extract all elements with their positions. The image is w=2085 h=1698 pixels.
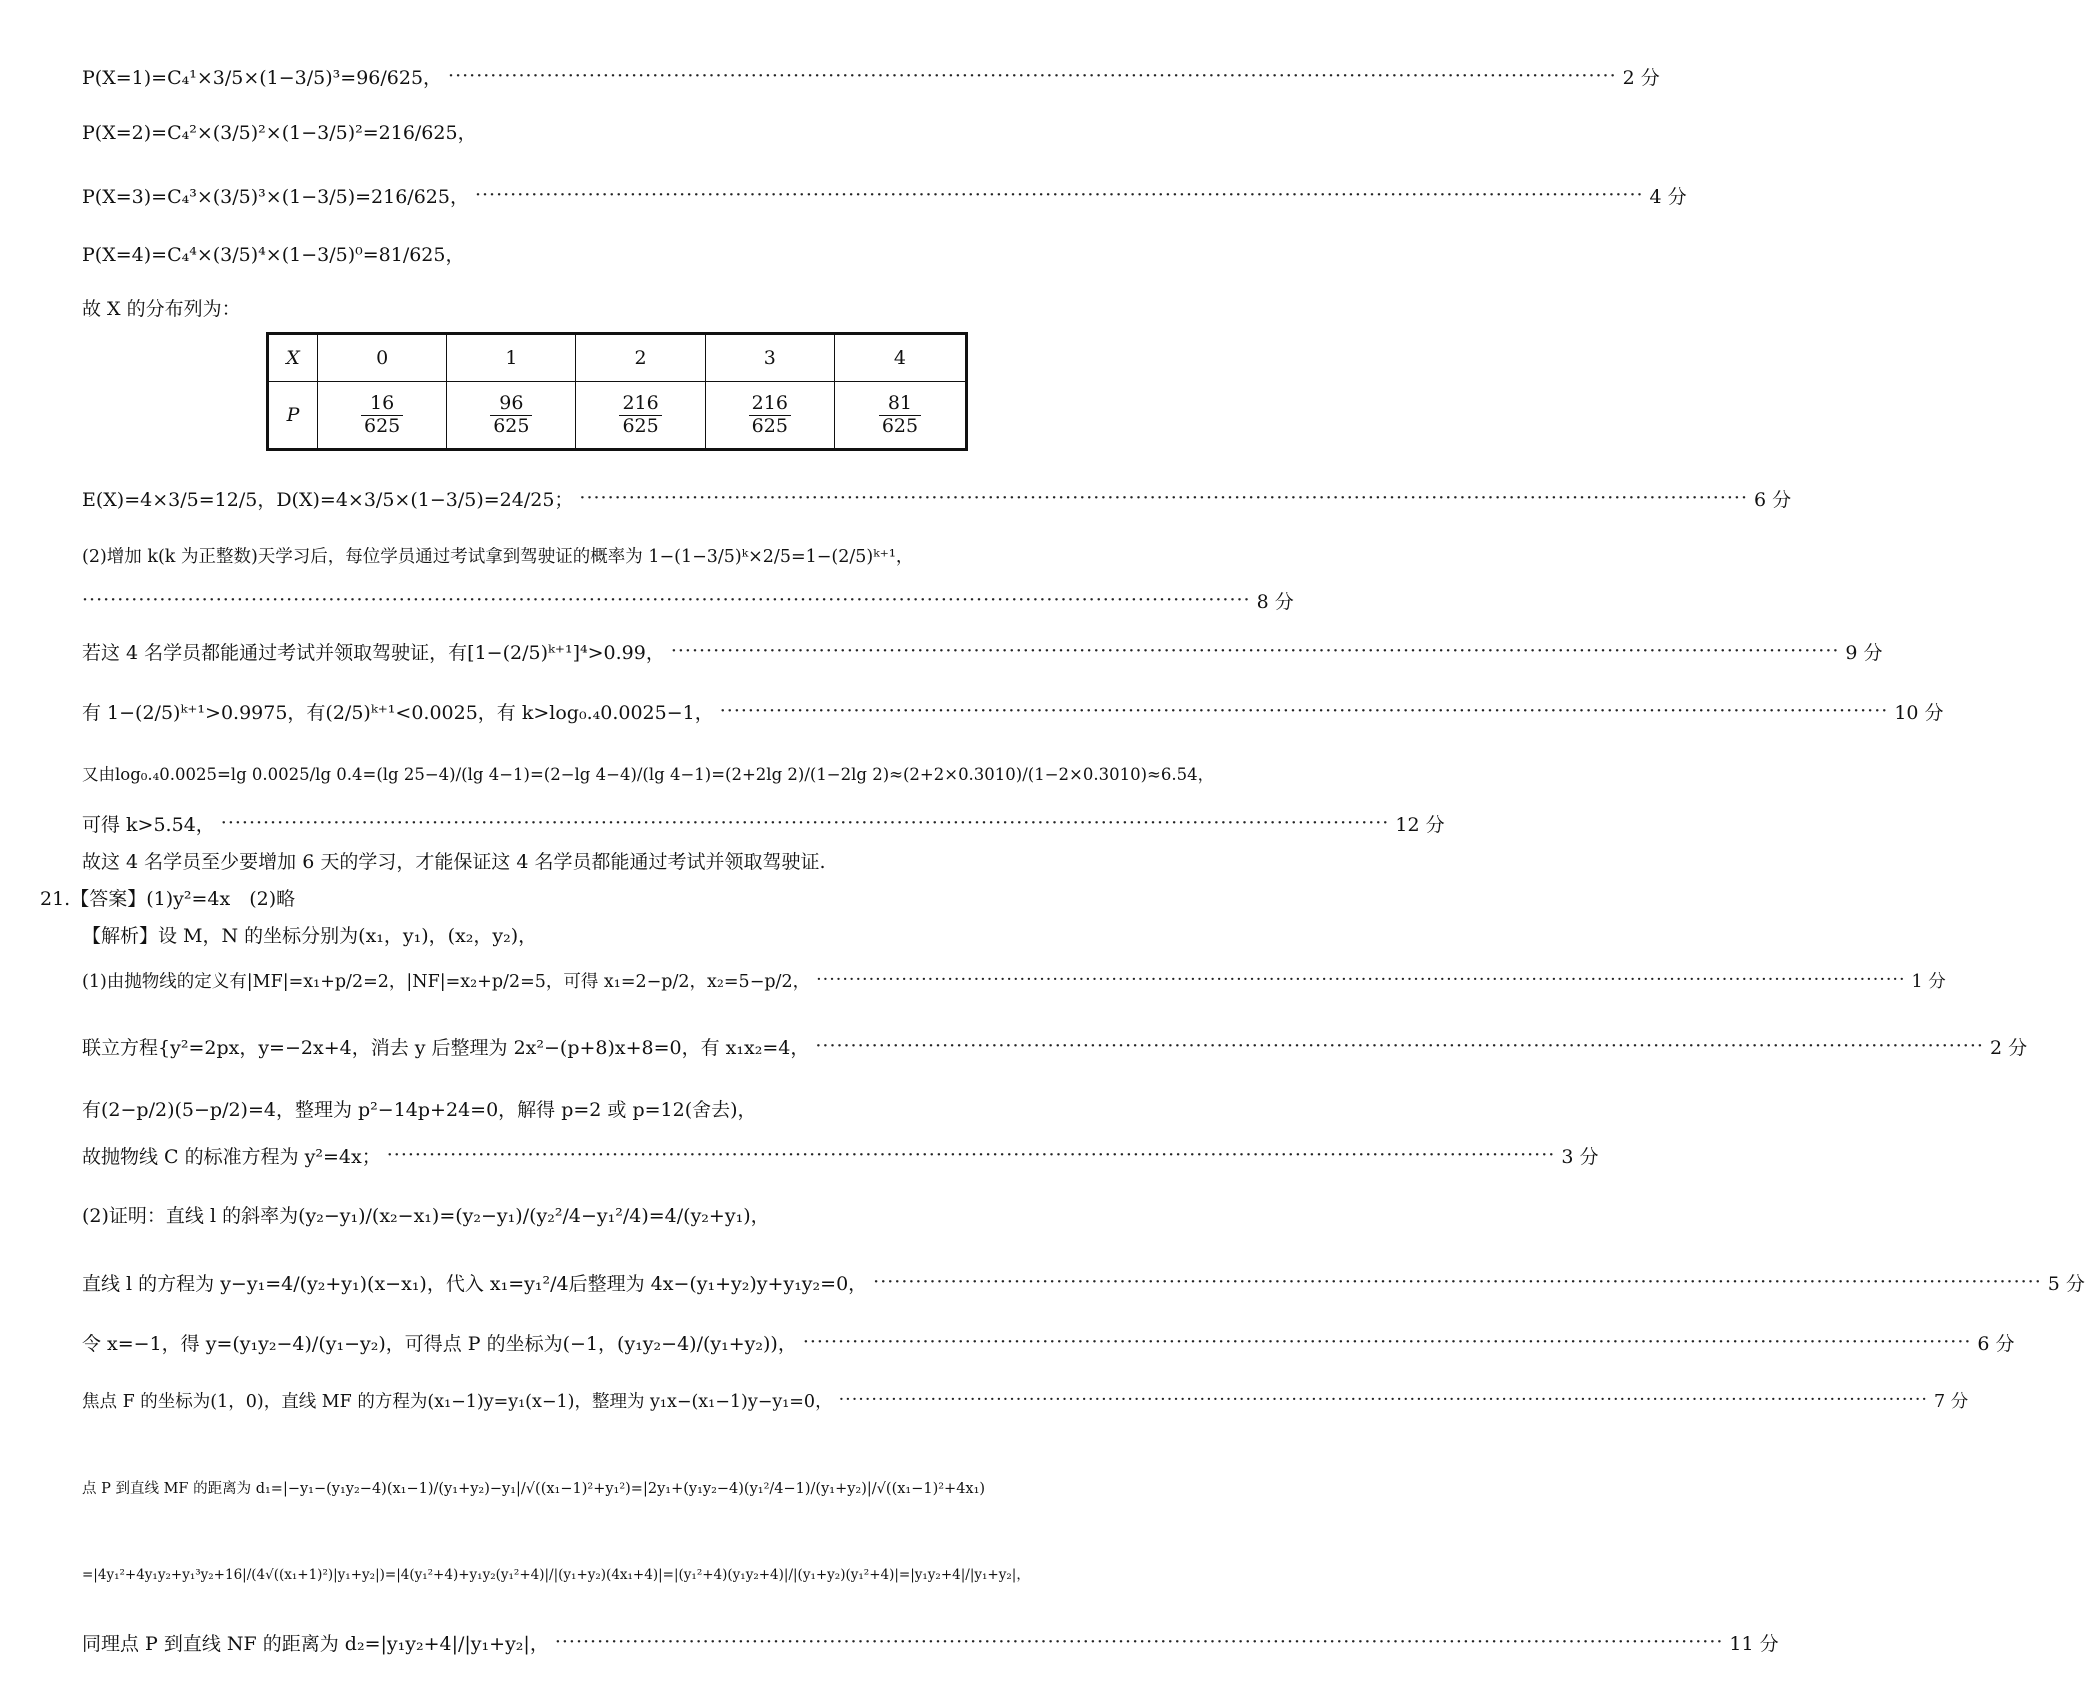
leader-dots [816, 970, 1905, 990]
distribution-table [266, 332, 968, 451]
line-24 [0, 1452, 1200, 1522]
line-12-text: 可得 k>5.54， [82, 813, 215, 836]
frac-num: 81 [879, 393, 921, 416]
line-24-text: 点 P 到直线 MF 的距离为 d₁=|−y₁−(y₁y₂−4)(x₁−1)/(y₁+y₂)−y₁|/√((x₁−1)²+y₁²)=|2y₁+(y₁y₂−4)(y₁²/4−1)/(y₁+y₂)|/√((x₁−1)²+4x₁) [82, 1480, 986, 1497]
leader-dots [475, 184, 1644, 206]
line-1-score: 2 分 [1622, 66, 1660, 89]
line-21-score: 5 分 [2047, 1272, 2085, 1295]
frac-den: 625 [622, 414, 659, 437]
line-9-score: 9 分 [1845, 641, 1883, 664]
leader-dots [815, 1035, 1984, 1057]
line-18-text: 有(2−p/2)(5−p/2)=4，整理为 p²−14p+24=0，解得 p=2 或 p=12(舍去)， [82, 1098, 757, 1121]
line-1-text: P(X=1)=C₄¹×3/5×(1−3/5)³=96/625， [82, 66, 443, 89]
line-17 [0, 1025, 2028, 1067]
answer-heading: 21.【答案】(1)y²=4x (2)略 [40, 887, 296, 910]
line-1 [0, 58, 1660, 94]
line-16 [0, 962, 1946, 998]
table-cell-x: 4 [834, 334, 966, 382]
table-cell-p [705, 382, 834, 450]
line-3 [0, 177, 1687, 213]
frac-num: 16 [361, 393, 403, 416]
table-cell-p [834, 382, 966, 450]
line-20-text: (2)证明：直线 l 的斜率为(y₂−y₁)/(x₂−x₁)=(y₂−y₁)/(y₂²/4−y₁²/4)=4/(y₂+y₁)， [82, 1204, 770, 1227]
line-13-text: 故这 4 名学员至少要增加 6 天的学习，才能保证这 4 名学员都能通过考试并领取驾驶证. [82, 850, 826, 873]
leader-dots [448, 65, 1617, 87]
line-6-score: 6 分 [1754, 488, 1792, 511]
line-14 [0, 882, 1200, 912]
leader-dots [803, 1331, 1972, 1353]
table-cell-p [576, 382, 705, 450]
line-22 [0, 1322, 2015, 1362]
leader-dots [221, 812, 1390, 834]
line-23 [0, 1382, 1969, 1418]
line-5-text: 故 X 的分布列为： [82, 297, 241, 320]
line-13 [0, 845, 1200, 875]
table-cell-x: 2 [576, 334, 705, 382]
line-2-text: P(X=2)=C₄²×(3/5)²×(1−3/5)²=216/625， [82, 121, 477, 144]
line-10-text: 有 1−(2/5)ᵏ⁺¹>0.9975，有(2/5)ᵏ⁺¹<0.0025，有 k>log₀.₄0.0025−1， [82, 701, 714, 724]
line-23-score: 7 分 [1934, 1391, 1969, 1412]
line-9-text: 若这 4 名学员都能通过考试并领取驾驶证，有[1−(2/5)ᵏ⁺¹]⁴>0.99， [82, 641, 665, 664]
frac-den: 625 [493, 414, 530, 437]
line-6-text: E(X)=4×3/5=12/5，D(X)=4×3/5×(1−3/5)=24/25； [82, 488, 574, 511]
line-11 [0, 755, 1215, 791]
leader-dots [387, 1144, 1556, 1166]
line-25-text: =|4y₁²+4y₁y₂+y₁³y₂+16|/(4√((x₁+1)²)|y₁+y₂|)=|4(y₁²+4)+y₁y₂(y₁²+4)|/|(y₁+y₂)(4x₁+4)|=|(y₁²+4)(y₁y₂+4)|/|(y₁+y₂)(y₁²+4)|=|y₁y₂+4|/|y₁+y₂|， [82, 1567, 1030, 1583]
line-26-text: 同理点 P 到直线 NF 的距离为 d₂=|y₁y₂+4|/|y₁+y₂|， [82, 1632, 549, 1655]
line-21-text: 直线 l 的方程为 y−y₁=4/(y₂+y₁)(x−x₁)，代入 x₁=y₁²/4后整理为 4x−(y₁+y₂)y+y₁y₂=0， [82, 1272, 868, 1295]
line-22-text: 令 x=−1，得 y=(y₁y₂−4)/(y₁−y₂)，可得点 P 的坐标为(−1，(y₁y₂−4)/(y₁+y₂))， [82, 1332, 797, 1355]
line-16-score: 1 分 [1911, 971, 1946, 992]
table-cell-x: 0 [318, 334, 447, 382]
leader-dots [579, 487, 1748, 509]
line-7-text: (2)增加 k(k 为正整数)天学习后，每位学员通过考试拿到驾驶证的概率为 1−(1−3/5)ᵏ×2/5=1−(2/5)ᵏ⁺¹， [82, 546, 914, 567]
leader-dots [839, 1390, 1928, 1410]
line-15-text: 【解析】设 M，N 的坐标分别为(x₁，y₁)，(x₂，y₂)， [82, 924, 538, 947]
line-19-score: 3 分 [1561, 1145, 1599, 1168]
line-20 [0, 1190, 1200, 1238]
line-12 [0, 808, 1445, 838]
line-23-text: 焦点 F 的坐标为(1，0)，直线 MF 的方程为(x₁−1)y=y₁(x−1)，整理为 y₁x−(x₁−1)y−y₁=0， [82, 1391, 833, 1412]
line-19-text: 故抛物线 C 的标准方程为 y²=4x； [82, 1145, 381, 1168]
table-cell-p [318, 382, 447, 450]
line-15 [0, 919, 1200, 949]
frac-den: 625 [881, 414, 919, 437]
leader-dots [873, 1271, 2042, 1293]
table-row-p [268, 382, 967, 450]
leader-dots [82, 589, 1251, 611]
line-11-text: 又由log₀.₄0.0025=lg 0.0025/lg 0.4=(lg 25−4)/(lg 4−1)=(2−lg 4−4)/(lg 4−1)=(2+2lg 2)/(1−2lg 2)≈(2+2×0.3010)/(1−2×0.3010)≈6.54， [82, 765, 1215, 784]
line-3-text: P(X=3)=C₄³×(3/5)³×(1−3/5)=216/625， [82, 185, 469, 208]
table-cell-x: 1 [447, 334, 576, 382]
line-21 [0, 1262, 2085, 1302]
table-cell-x-label: X [268, 334, 318, 382]
line-9 [0, 633, 1883, 669]
line-26-score: 11 分 [1729, 1632, 1779, 1655]
line-8 [0, 585, 1294, 615]
line-25 [0, 1545, 1200, 1601]
table-row-x [268, 334, 967, 382]
line-17-score: 2 分 [1989, 1036, 2028, 1059]
line-19 [0, 1140, 1599, 1170]
line-6 [0, 480, 1792, 516]
line-7 [0, 537, 1200, 573]
line-5 [0, 292, 1200, 322]
leader-dots [671, 640, 1840, 662]
table-cell-p-label: P [268, 382, 318, 450]
line-10 [0, 693, 1944, 729]
line-18 [0, 1090, 1200, 1126]
line-4-text: P(X=4)=C₄⁴×(3/5)⁴×(1−3/5)⁰=81/625， [82, 243, 465, 266]
line-12-score: 12 分 [1395, 813, 1445, 836]
line-26 [0, 1620, 1779, 1664]
line-2 [0, 113, 1200, 149]
line-16-text: (1)由抛物线的定义有|MF|=x₁+p/2=2，|NF|=x₂+p/2=5，可得 x₁=2−p/2，x₂=5−p/2， [82, 971, 811, 992]
frac-den: 625 [751, 414, 788, 437]
line-4 [0, 235, 1200, 271]
frac-num: 216 [749, 393, 791, 416]
frac-den: 625 [364, 414, 401, 437]
line-3-score: 4 分 [1649, 185, 1687, 208]
table-cell-p [447, 382, 576, 450]
line-17-text: 联立方程{y²=2px，y=−2x+4，消去 y 后整理为 2x²−(p+8)x+8=0，有 x₁x₂=4， [82, 1036, 810, 1059]
frac-num: 216 [619, 393, 661, 416]
leader-dots [555, 1631, 1724, 1653]
table-cell-x: 3 [705, 334, 834, 382]
frac-num: 96 [490, 393, 532, 416]
line-22-score: 6 分 [1977, 1332, 2015, 1355]
leader-dots [720, 700, 1889, 722]
line-8-score: 8 分 [1256, 590, 1294, 613]
line-10-score: 10 分 [1894, 701, 1944, 724]
